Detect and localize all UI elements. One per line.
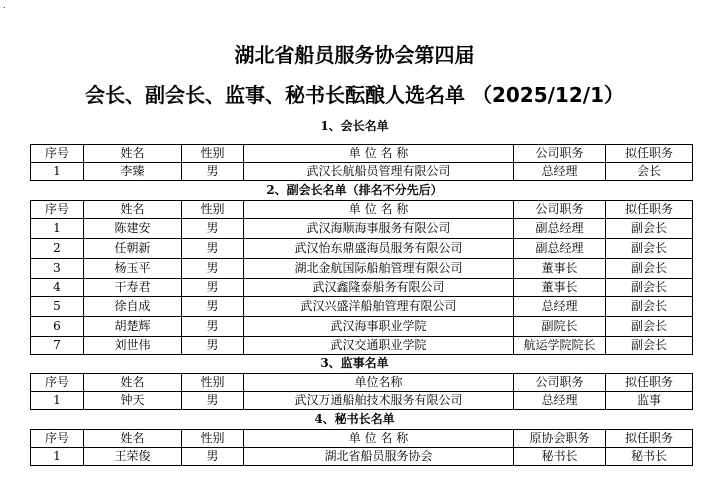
- table-cell: 副会长: [606, 317, 693, 337]
- table-cell: 武汉兴盛洋船舶管理有限公司: [244, 297, 514, 317]
- table-cell: 男: [182, 279, 244, 297]
- table-cell: 航运学院院长: [514, 337, 606, 355]
- section-title-president: 1、会长名单: [320, 119, 389, 133]
- table-cell: 男: [182, 337, 244, 355]
- table-cell: 1: [31, 448, 84, 466]
- table-cell: 董事长: [514, 259, 606, 279]
- table-cell: 武汉海顺海事服务有限公司: [244, 219, 514, 239]
- table-cell: 刘世伟: [84, 337, 182, 355]
- header-cell: 拟任职务: [606, 374, 693, 392]
- header-cell: 性别: [182, 201, 244, 219]
- table-cell: 董事长: [514, 279, 606, 297]
- header-cell: 姓名: [84, 374, 182, 392]
- table-row: [31, 239, 693, 259]
- header-cell: 单位名称: [244, 374, 514, 392]
- president-table: [30, 144, 693, 181]
- header-cell: 序号: [31, 430, 84, 448]
- table-cell: 胡楚辉: [84, 317, 182, 337]
- table-row: [31, 297, 693, 317]
- table-cell: 1: [31, 392, 84, 410]
- header-cell: 序号: [31, 201, 84, 219]
- table-cell: 副会长: [606, 297, 693, 317]
- table-cell: 钟天: [84, 392, 182, 410]
- section-title-secretary-general: 4、秘书长名单: [314, 412, 395, 426]
- table-cell: 男: [182, 392, 244, 410]
- header-cell: 拟任职务: [606, 430, 693, 448]
- table-cell: 副会长: [606, 337, 693, 355]
- header-cell: 原协会职务: [514, 430, 606, 448]
- table-cell: 副会长: [606, 279, 693, 297]
- table-cell: 会长: [606, 163, 693, 181]
- table-cell: 男: [182, 448, 244, 466]
- table-row: [31, 392, 693, 410]
- header-cell: 序号: [31, 145, 84, 163]
- table-cell: 湖北省船员服务协会: [244, 448, 514, 466]
- header-cell: 公司职务: [514, 374, 606, 392]
- header-cell: 拟任职务: [606, 201, 693, 219]
- section-title-supervisor: 3、监事名单: [320, 356, 389, 370]
- header-cell: 单 位 名 称: [244, 145, 514, 163]
- table-cell: 秘书长: [514, 448, 606, 466]
- table-cell: 武汉怡东鼎盛海员服务有限公司: [244, 239, 514, 259]
- table-cell: 总经理: [514, 297, 606, 317]
- header-cell: 姓名: [84, 145, 182, 163]
- secretary-general-table: [30, 429, 693, 466]
- table-row: [31, 219, 693, 239]
- supervisor-table: [30, 373, 693, 410]
- table-cell: 武汉海事职业学院: [244, 317, 514, 337]
- table-cell: 副会长: [606, 259, 693, 279]
- table-row: [31, 448, 693, 466]
- table-cell: 武汉长航船员管理有限公司: [244, 163, 514, 181]
- table-cell: 监事: [606, 392, 693, 410]
- table-cell: 总经理: [514, 392, 606, 410]
- table-header-row: [31, 430, 693, 448]
- table-cell: 杨玉平: [84, 259, 182, 279]
- table-cell: 秘书长: [606, 448, 693, 466]
- header-cell: 性别: [182, 374, 244, 392]
- table-cell: 7: [31, 337, 84, 355]
- table-row: [31, 317, 693, 337]
- table-cell: 武汉万通船舶技术服务有限公司: [244, 392, 514, 410]
- table-cell: 男: [182, 317, 244, 337]
- table-cell: 武汉鑫隆泰船务有限公司: [244, 279, 514, 297]
- header-cell: 性别: [182, 145, 244, 163]
- table-cell: 男: [182, 163, 244, 181]
- header-cell: 性别: [182, 430, 244, 448]
- table-cell: 干寿君: [84, 279, 182, 297]
- document-subtitle: 会长、副会长、监事、秘书长酝酿人选名单 （2025/12/1）: [85, 83, 624, 107]
- table-cell: 湖北金航国际船舶管理有限公司: [244, 259, 514, 279]
- table-cell: 王荣俊: [84, 448, 182, 466]
- table-cell: 徐自成: [84, 297, 182, 317]
- table-header-row: [31, 374, 693, 392]
- document-title: 湖北省船员服务协会第四届: [234, 43, 475, 67]
- table-cell: 5: [31, 297, 84, 317]
- table-cell: 1: [31, 219, 84, 239]
- table-cell: 男: [182, 259, 244, 279]
- table-cell: 陈建安: [84, 219, 182, 239]
- table-cell: 男: [182, 297, 244, 317]
- header-cell: 公司职务: [514, 145, 606, 163]
- header-cell: 拟任职务: [606, 145, 693, 163]
- header-cell: 姓名: [84, 201, 182, 219]
- corner-mark: .: [3, 1, 6, 10]
- table-cell: 总经理: [514, 163, 606, 181]
- header-cell: 序号: [31, 374, 84, 392]
- header-cell: 姓名: [84, 430, 182, 448]
- table-cell: 副会长: [606, 239, 693, 259]
- table-cell: 副总经理: [514, 219, 606, 239]
- table-cell: 6: [31, 317, 84, 337]
- header-cell: 单 位 名 称: [244, 430, 514, 448]
- section-title-vice-president: 2、副会长名单（排名不分先后）: [266, 183, 443, 197]
- table-cell: 2: [31, 239, 84, 259]
- table-cell: 男: [182, 219, 244, 239]
- table-cell: 3: [31, 259, 84, 279]
- table-header-row: [31, 145, 693, 163]
- table-cell: 任朝新: [84, 239, 182, 259]
- vice-president-table: [30, 200, 693, 355]
- table-cell: 副会长: [606, 219, 693, 239]
- table-cell: 1: [31, 163, 84, 181]
- header-cell: 单 位 名 称: [244, 201, 514, 219]
- table-cell: 武汉交通职业学院: [244, 337, 514, 355]
- table-cell: 李臻: [84, 163, 182, 181]
- table-cell: 男: [182, 239, 244, 259]
- table-row: [31, 163, 693, 181]
- header-cell: 公司职务: [514, 201, 606, 219]
- table-cell: 副总经理: [514, 239, 606, 259]
- table-row: [31, 259, 693, 279]
- table-row: [31, 279, 693, 297]
- table-row: [31, 337, 693, 355]
- table-header-row: [31, 201, 693, 219]
- table-cell: 副院长: [514, 317, 606, 337]
- table-cell: 4: [31, 279, 84, 297]
